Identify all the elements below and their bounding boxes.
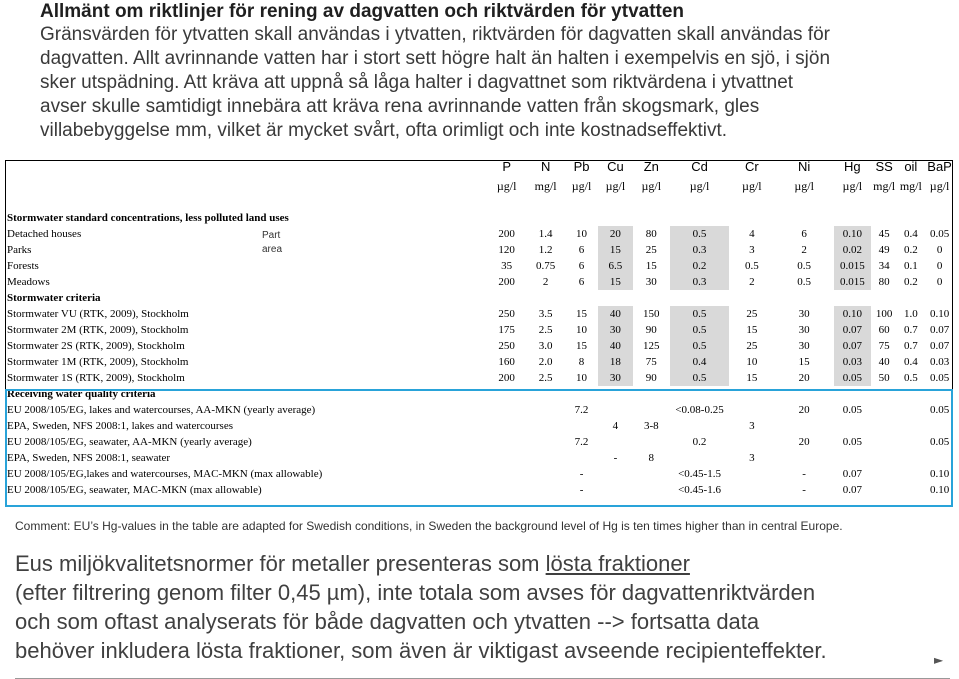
- value-cell: [729, 402, 774, 418]
- value-cell: 200: [498, 276, 515, 288]
- value-cell: [897, 418, 924, 434]
- part-area-line: area: [262, 244, 283, 255]
- value-cell: [834, 450, 871, 466]
- value-cell: 8: [578, 356, 585, 368]
- summary-line-4: behöver inkludera lösta fraktioner, som även är viktigast avseende recipienteffekter.: [15, 638, 827, 663]
- value-cell: 75: [878, 340, 890, 352]
- part-area-note: [262, 229, 282, 257]
- column-header: Zn: [643, 158, 659, 174]
- value-cell: 0.5: [903, 372, 918, 384]
- value-cell: [598, 466, 633, 482]
- value-cell: 0: [936, 260, 943, 272]
- table-row: [5, 338, 955, 354]
- header-spacer: [5, 156, 487, 176]
- value-cell: 0.05: [842, 404, 862, 416]
- table-row: [5, 322, 955, 338]
- value-cell: -: [579, 484, 584, 496]
- value-cell: 0.05: [929, 404, 950, 416]
- part-area-line: Part: [262, 230, 281, 241]
- value-cell: [729, 434, 774, 450]
- value-cell: 35: [501, 260, 513, 272]
- intro-line: villabebyggelse mm, vilket är mycket svårt, ofta orimligt och inte kostnadseffektivt.: [40, 120, 728, 141]
- value-cell: 40: [598, 306, 633, 322]
- unit-cell: mg/l: [873, 178, 896, 193]
- value-cell: [774, 450, 834, 466]
- unit-cell: mg/l: [534, 178, 557, 193]
- value-cell: [526, 434, 565, 450]
- value-cell: 30: [798, 340, 810, 352]
- value-cell: 10: [576, 228, 588, 240]
- concentration-table: [5, 156, 955, 498]
- table-row: [5, 402, 955, 418]
- section-header-row: [5, 290, 955, 306]
- value-cell: 7.2: [574, 436, 589, 448]
- unit-cell: µg/l: [742, 178, 762, 193]
- unit-cell: µg/l: [496, 178, 517, 193]
- value-cell: 6: [578, 276, 585, 288]
- table-row: [5, 482, 955, 498]
- value-cell: 0.5: [797, 276, 812, 288]
- value-cell: [897, 450, 924, 466]
- intro-line: sker utspädning. Att kräva att uppnå så låga halter i dagvattnet som riktvärdena i ytvattnet: [40, 72, 794, 93]
- value-cell: 6.5: [598, 258, 633, 274]
- value-cell: 250: [498, 340, 515, 352]
- column-header: BaP: [927, 158, 952, 174]
- unit-cell: µg/l: [641, 178, 662, 193]
- value-cell: 1.2: [538, 244, 553, 256]
- value-cell: -: [579, 468, 584, 480]
- unit-cell: µg/l: [571, 178, 592, 193]
- value-cell: 45: [878, 228, 890, 240]
- value-cell: 0.10: [834, 306, 871, 322]
- value-cell: 75: [645, 356, 657, 368]
- value-cell: 30: [598, 370, 633, 386]
- value-cell: 0.1: [903, 260, 918, 272]
- row-label: Stormwater 1S (RTK, 2009), Stockholm: [7, 372, 185, 384]
- section-header-row: [5, 210, 955, 226]
- value-cell: 0.3: [670, 242, 730, 258]
- value-cell: 2: [542, 276, 549, 288]
- unit-cell: µg/l: [929, 178, 950, 193]
- unit-cell: µg/l: [689, 178, 710, 193]
- value-cell: 150: [643, 308, 660, 320]
- value-cell: 0.07: [842, 484, 862, 496]
- column-header: P: [502, 158, 511, 174]
- value-cell: 160: [498, 356, 515, 368]
- unit-cell: µg/l: [842, 178, 863, 193]
- value-cell: 2.0: [538, 356, 553, 368]
- section-title: Stormwater criteria: [7, 292, 101, 304]
- section-header-row: [5, 386, 955, 402]
- value-cell: [565, 418, 598, 434]
- section-title: Stormwater standard concentrations, less polluted land uses: [7, 212, 289, 224]
- column-header: N: [540, 158, 551, 174]
- column-header: oil: [904, 158, 918, 174]
- column-header: Cd: [691, 158, 708, 174]
- row-label: Detached houses: [7, 228, 82, 240]
- value-cell: 0.07: [929, 324, 950, 336]
- row-label: EU 2008/105/EG, seawater, MAC-MKN (max allowable): [7, 484, 262, 496]
- row-label: Stormwater 1M (RTK, 2009), Stockholm: [7, 356, 189, 368]
- value-cell: [871, 466, 898, 482]
- value-cell: [487, 482, 526, 498]
- value-cell: 10: [576, 324, 588, 336]
- value-cell: 25: [746, 308, 758, 320]
- value-cell: 30: [798, 308, 810, 320]
- value-cell: 80: [645, 228, 657, 240]
- value-cell: 0.07: [834, 338, 871, 354]
- value-cell: -: [802, 468, 806, 480]
- value-cell: [526, 482, 565, 498]
- value-cell: 0.5: [744, 260, 759, 272]
- table-row: [5, 370, 955, 386]
- value-cell: 60: [878, 324, 890, 336]
- value-cell: [871, 418, 898, 434]
- value-cell: 6: [801, 228, 807, 240]
- value-cell: 0.4: [670, 354, 730, 370]
- value-cell: 20: [798, 372, 810, 384]
- intro-line: Gränsvärden för ytvatten skall användas i ytvatten, riktvärden för dagvatten skall användas för: [40, 24, 830, 45]
- value-cell: 0.07: [842, 468, 862, 480]
- value-cell: 6: [578, 260, 585, 272]
- value-cell: 15: [746, 372, 758, 384]
- unit-cell: µg/l: [605, 178, 626, 193]
- value-cell: 0.10: [929, 468, 950, 480]
- value-cell: 0.10: [929, 308, 950, 320]
- page-title: Allmänt om riktlinjer för rening av dagvatten och riktvärden för ytvatten: [40, 1, 685, 22]
- value-cell: 0.07: [834, 322, 871, 338]
- intro-paragraph: [40, 23, 945, 143]
- table-row: [5, 242, 955, 258]
- value-cell: 2.5: [538, 372, 553, 384]
- value-cell: [871, 482, 898, 498]
- value-cell: 18: [598, 354, 633, 370]
- summary-line-1: [15, 549, 935, 578]
- value-cell: 3: [749, 244, 755, 256]
- value-cell: [670, 450, 730, 466]
- value-cell: 0.4: [903, 228, 918, 240]
- row-label: Forests: [7, 260, 39, 272]
- value-cell: 0.10: [929, 484, 950, 496]
- value-cell: 7.2: [574, 404, 589, 416]
- section-title: Receiving water quality criteria: [7, 388, 156, 400]
- value-cell: 10: [746, 356, 758, 368]
- value-cell: 0: [936, 244, 943, 256]
- row-label: Stormwater 2S (RTK, 2009), Stockholm: [7, 340, 185, 352]
- value-cell: 3: [749, 452, 755, 464]
- value-cell: [774, 418, 834, 434]
- value-cell: [487, 466, 526, 482]
- value-cell: [924, 450, 955, 466]
- value-cell: 4: [749, 228, 755, 240]
- intro-line: avser skulle samtidigt innebära att kräva rena avrinnande vatten från skogsmark, gles: [40, 96, 760, 117]
- table-gap-row: [5, 196, 955, 210]
- value-cell: 3: [749, 420, 755, 432]
- table-row: [5, 418, 955, 434]
- value-cell: 250: [498, 308, 515, 320]
- row-label: Meadows: [7, 276, 50, 288]
- value-cell: [834, 418, 871, 434]
- value-cell: 4: [612, 420, 619, 432]
- value-cell: 0.05: [929, 436, 950, 448]
- intro-line: dagvatten. Allt avrinnande vatten har i stort sett högre halt än halten i exempelvis en sjö, i sjön: [40, 48, 831, 69]
- value-cell: 8: [648, 452, 655, 464]
- value-cell: 0.2: [670, 258, 730, 274]
- value-cell: 80: [878, 276, 890, 288]
- value-cell: <0.08-0.25: [675, 404, 724, 416]
- value-cell: [633, 466, 670, 482]
- value-cell: 0.10: [834, 226, 871, 242]
- value-cell: [871, 450, 898, 466]
- value-cell: 2: [801, 244, 807, 256]
- row-label: EU 2008/105/EG, lakes and watercourses, AA-MKN (yearly average): [7, 404, 316, 416]
- value-cell: 100: [875, 308, 893, 320]
- value-cell: 0.2: [692, 436, 707, 448]
- row-label: Stormwater 2M (RTK, 2009), Stockholm: [7, 324, 189, 336]
- value-cell: 0.7: [903, 340, 918, 352]
- unit-cell: mg/l: [899, 178, 922, 193]
- value-cell: 0.05: [842, 436, 862, 448]
- value-cell: 6: [578, 244, 585, 256]
- table-comment: Comment: EU’s Hg-values in the table are adapted for Swedish conditions, in Sweden the background level of Hg is ten times higher than in central Europe.: [15, 519, 843, 533]
- column-header: SS: [875, 158, 893, 174]
- value-cell: [598, 434, 633, 450]
- value-cell: [729, 466, 774, 482]
- value-cell: [526, 418, 565, 434]
- value-cell: 0.7: [903, 324, 918, 336]
- value-cell: [729, 482, 774, 498]
- value-cell: 0.02: [834, 242, 871, 258]
- play-triangle-icon[interactable]: ►: [934, 653, 944, 667]
- column-header: Cu: [607, 158, 624, 174]
- value-cell: 15: [798, 356, 810, 368]
- value-cell: 30: [598, 322, 633, 338]
- value-cell: [897, 482, 924, 498]
- row-label: EU 2008/105/EG, seawater, AA-MKN (yearly average): [7, 436, 252, 448]
- value-cell: 0.2: [903, 244, 918, 256]
- value-cell: 40: [878, 356, 890, 368]
- row-label: EPA, Sweden, NFS 2008:1, lakes and watercourses: [7, 420, 233, 432]
- table-row: [5, 434, 955, 450]
- value-cell: [897, 434, 924, 450]
- value-cell: 15: [576, 340, 588, 352]
- value-cell: 120: [498, 244, 515, 256]
- value-cell: <0.45-1.5: [678, 468, 721, 480]
- value-cell: [565, 450, 598, 466]
- value-cell: 25: [645, 244, 657, 256]
- value-cell: 0.5: [797, 260, 812, 272]
- value-cell: 50: [878, 372, 890, 384]
- value-cell: 0.03: [929, 356, 950, 368]
- value-cell: <0.45-1.6: [678, 484, 721, 496]
- value-cell: 2: [749, 276, 755, 288]
- summary-line-3: och som oftast analyserats för både dagvatten och ytvatten --> fortsatta data: [15, 609, 760, 634]
- value-cell: 20: [798, 436, 810, 448]
- value-cell: 175: [498, 324, 515, 336]
- table-row: [5, 226, 955, 242]
- value-cell: 0.05: [929, 372, 950, 384]
- value-cell: 0.07: [929, 340, 950, 352]
- value-cell: 0.5: [670, 322, 730, 338]
- value-cell: [871, 402, 898, 418]
- value-cell: 15: [598, 274, 633, 290]
- value-cell: 49: [878, 244, 890, 256]
- value-cell: -: [802, 484, 806, 496]
- value-cell: 15: [746, 324, 758, 336]
- value-cell: [487, 450, 526, 466]
- column-header: Cr: [744, 158, 759, 174]
- value-cell: 90: [645, 324, 657, 336]
- column-header: Pb: [573, 158, 590, 174]
- value-cell: [670, 418, 730, 434]
- value-cell: [633, 482, 670, 498]
- value-cell: [897, 466, 924, 482]
- row-label: Parks: [7, 244, 32, 256]
- value-cell: [487, 434, 526, 450]
- value-cell: 0.05: [834, 370, 871, 386]
- value-cell: 0.015: [834, 274, 871, 290]
- value-cell: 90: [645, 372, 657, 384]
- value-cell: 0.2: [903, 276, 918, 288]
- value-cell: 40: [598, 338, 633, 354]
- value-cell: 0.5: [670, 306, 730, 322]
- table-header-row: [5, 156, 955, 176]
- value-cell: [871, 434, 898, 450]
- column-header: Hg: [844, 158, 861, 174]
- table-row: [5, 354, 955, 370]
- table-row: [5, 466, 955, 482]
- value-cell: [526, 450, 565, 466]
- value-cell: 0.5: [670, 226, 730, 242]
- value-cell: 10: [576, 372, 588, 384]
- value-cell: [633, 402, 670, 418]
- unit-cell: µg/l: [794, 178, 814, 193]
- value-cell: 125: [643, 340, 660, 352]
- value-cell: [487, 402, 526, 418]
- value-cell: [487, 418, 526, 434]
- column-header: Ni: [798, 158, 811, 174]
- value-cell: [526, 466, 565, 482]
- value-cell: 15: [645, 260, 657, 272]
- value-cell: 0.3: [670, 274, 730, 290]
- value-cell: 30: [645, 276, 657, 288]
- row-label: EPA, Sweden, NFS 2008:1, seawater: [7, 452, 171, 464]
- table-units-row: [5, 176, 955, 196]
- value-cell: 0: [936, 276, 943, 288]
- value-cell: [924, 418, 955, 434]
- value-cell: 20: [598, 226, 633, 242]
- value-cell: 0.75: [536, 260, 556, 272]
- table-row: [5, 274, 955, 290]
- value-cell: 0.5: [670, 370, 730, 386]
- value-cell: 0.015: [834, 258, 871, 274]
- summary-line-1-text: Eus miljökvalitetsnormer för metaller presenteras som: [15, 551, 546, 576]
- value-cell: [598, 482, 633, 498]
- value-cell: 15: [598, 242, 633, 258]
- value-cell: 1.4: [538, 228, 553, 240]
- value-cell: 2.5: [538, 324, 553, 336]
- value-cell: 1.0: [903, 308, 918, 320]
- value-cell: 0.4: [903, 356, 918, 368]
- value-cell: 30: [798, 324, 810, 336]
- value-cell: [598, 402, 633, 418]
- table-row: [5, 306, 955, 322]
- value-cell: 0.05: [929, 228, 950, 240]
- value-cell: 200: [498, 228, 515, 240]
- value-cell: [633, 434, 670, 450]
- value-cell: 20: [798, 404, 810, 416]
- table-row: [5, 258, 955, 274]
- summary-paragraph: [15, 549, 935, 665]
- underlined-term: lösta fraktioner: [545, 551, 690, 576]
- summary-line-2: (efter filtrering genom filter 0,45 µm), inte totala som avses för dagvattenriktvärden: [15, 580, 816, 605]
- value-cell: 0.03: [834, 354, 871, 370]
- row-label: EU 2008/105/EG,lakes and watercourses, MAC-MKN (max allowable): [7, 468, 323, 480]
- value-cell: 3.0: [538, 340, 553, 352]
- value-cell: -: [613, 452, 618, 464]
- row-label: Stormwater VU (RTK, 2009), Stockholm: [7, 308, 189, 320]
- value-cell: 3-8: [643, 420, 659, 432]
- value-cell: 0.5: [670, 338, 730, 354]
- value-cell: 25: [746, 340, 758, 352]
- value-cell: 3.5: [538, 308, 553, 320]
- header-spacer: [5, 176, 487, 196]
- table-row: [5, 450, 955, 466]
- gap-cell: [5, 196, 955, 210]
- value-cell: 34: [878, 260, 890, 272]
- value-cell: 200: [498, 372, 515, 384]
- value-cell: [897, 402, 924, 418]
- value-cell: 15: [576, 308, 588, 320]
- value-cell: [526, 402, 565, 418]
